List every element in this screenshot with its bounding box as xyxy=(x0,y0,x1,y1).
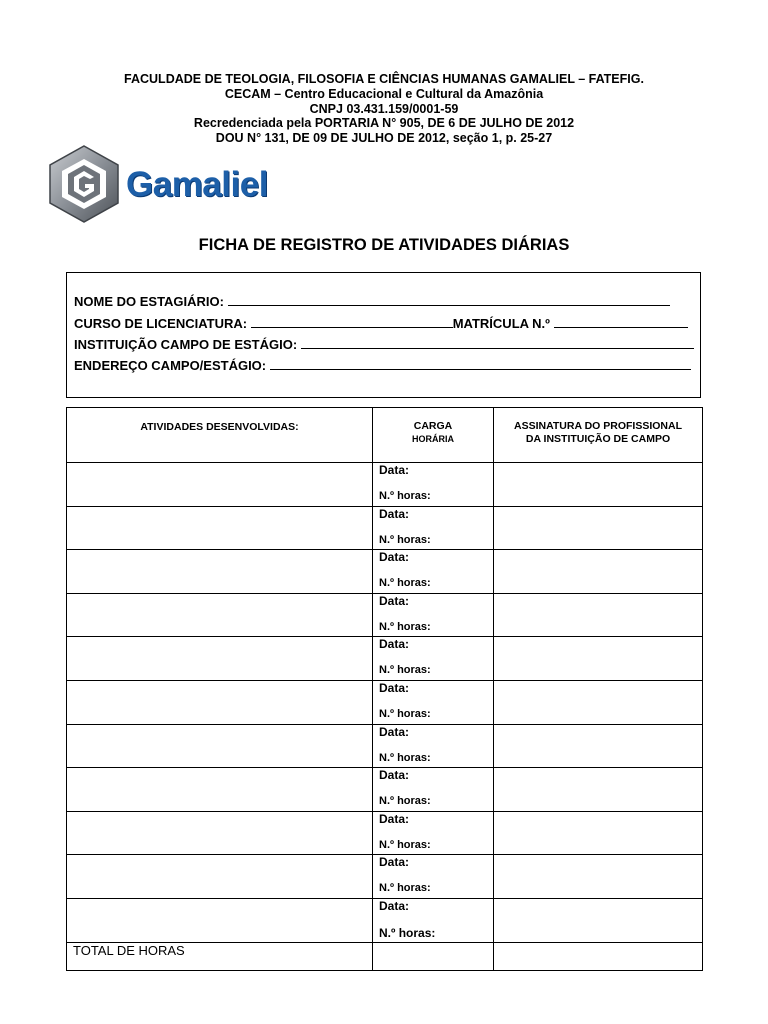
nome-row xyxy=(74,293,670,309)
carga-cell[interactable] xyxy=(373,550,494,594)
col-assinatura-header xyxy=(494,408,703,463)
table-header-row xyxy=(67,408,703,463)
gamaliel-logo xyxy=(44,144,284,224)
institution-header xyxy=(0,72,768,146)
assinatura-cell[interactable] xyxy=(494,768,703,812)
horas-label: N.º horas: xyxy=(379,795,431,808)
header-line-5: DOU N° 131, DE 09 DE JULHO DE 2012, seção 1, p. 25-27 xyxy=(215,131,553,146)
assinatura-cell[interactable] xyxy=(494,855,703,899)
matricula-field[interactable] xyxy=(554,315,688,328)
col-carga-label: CARGA xyxy=(413,420,453,432)
assinatura-cell[interactable] xyxy=(494,811,703,855)
matricula-label: MATRÍCULA N.º xyxy=(452,316,550,331)
table-row xyxy=(67,463,703,507)
total-horas-label: TOTAL DE HORAS xyxy=(67,942,373,970)
carga-cell[interactable] xyxy=(373,637,494,681)
atividade-cell[interactable] xyxy=(67,680,373,724)
header-line-3: CNPJ 03.431.159/0001-59 xyxy=(309,101,459,116)
instituicao-label: INSTITUIÇÃO CAMPO DE ESTÁGIO: xyxy=(74,337,298,352)
student-info-box xyxy=(66,272,701,398)
table-row xyxy=(67,593,703,637)
header-line-1: FACULDADE DE TEOLOGIA, FILOSOFIA E CIÊNCIAS HUMANAS GAMALIEL – FATEFIG. xyxy=(124,72,644,86)
col-atividades-header: ATIVIDADES DESENVOLVIDAS: xyxy=(67,408,373,463)
header-line-2: CECAM – Centro Educacional e Cultural da Amazônia xyxy=(224,86,544,101)
table-row xyxy=(67,811,703,855)
curso-field[interactable] xyxy=(251,315,453,328)
carga-cell[interactable] xyxy=(373,724,494,768)
carga-cell[interactable] xyxy=(373,811,494,855)
logo-wordmark: Gamaliel xyxy=(126,165,268,204)
assinatura-cell[interactable] xyxy=(494,463,703,507)
total-horas-value-cell[interactable] xyxy=(373,942,494,970)
data-label: Data: xyxy=(379,855,410,870)
data-label: Data: xyxy=(379,506,410,521)
col-carga-sublabel: HORÁRIA xyxy=(412,434,454,444)
horas-label: N.º horas: xyxy=(379,751,431,764)
endereco-field[interactable] xyxy=(270,357,691,370)
atividade-cell[interactable] xyxy=(67,724,373,768)
curso-row xyxy=(74,315,688,331)
data-label: Data: xyxy=(379,680,410,695)
gamaliel-g-hexagon-logo-icon xyxy=(44,144,124,224)
horas-label: N.º horas: xyxy=(379,925,436,940)
data-label: Data: xyxy=(379,463,410,477)
table-row xyxy=(67,637,703,681)
total-row xyxy=(67,942,703,970)
instituicao-row xyxy=(74,336,694,352)
horas-label: N.º horas: xyxy=(379,707,431,720)
nome-field[interactable] xyxy=(228,293,670,306)
horas-label: N.º horas: xyxy=(379,490,431,502)
assinatura-cell[interactable] xyxy=(494,593,703,637)
data-label: Data: xyxy=(379,811,410,826)
assinatura-cell[interactable] xyxy=(494,898,703,942)
total-assinatura-cell[interactable] xyxy=(494,942,703,970)
atividade-cell[interactable] xyxy=(67,855,373,899)
horas-label: N.º horas: xyxy=(379,838,431,851)
horas-label: N.º horas: xyxy=(379,577,431,590)
atividade-cell[interactable] xyxy=(67,506,373,550)
atividade-cell[interactable] xyxy=(67,898,373,942)
form-title: FICHA DE REGISTRO DE ATIVIDADES DIÁRIAS xyxy=(198,236,570,254)
atividade-cell[interactable] xyxy=(67,768,373,812)
activity-log-table xyxy=(66,407,703,971)
carga-cell[interactable] xyxy=(373,593,494,637)
data-label: Data: xyxy=(379,593,410,608)
nome-label: NOME DO ESTAGIÁRIO: xyxy=(74,294,224,309)
carga-cell[interactable] xyxy=(373,898,494,942)
data-label: Data: xyxy=(379,550,410,565)
col-assinatura-line1: ASSINATURA DO PROFISSIONAL xyxy=(513,420,682,432)
carga-cell[interactable] xyxy=(373,768,494,812)
horas-label: N.º horas: xyxy=(379,533,431,546)
data-label: Data: xyxy=(379,898,410,913)
assinatura-cell[interactable] xyxy=(494,637,703,681)
atividade-cell[interactable] xyxy=(67,637,373,681)
table-row xyxy=(67,724,703,768)
table-row xyxy=(67,506,703,550)
table-row xyxy=(67,768,703,812)
data-label: Data: xyxy=(379,768,410,783)
col-carga-header xyxy=(373,408,494,463)
table-row xyxy=(67,680,703,724)
assinatura-cell[interactable] xyxy=(494,680,703,724)
horas-label: N.º horas: xyxy=(379,882,431,895)
col-assinatura-line2: DA INSTITUIÇÃO DE CAMPO xyxy=(525,433,671,445)
atividade-cell[interactable] xyxy=(67,550,373,594)
table-row xyxy=(67,550,703,594)
atividade-cell[interactable] xyxy=(67,463,373,507)
assinatura-cell[interactable] xyxy=(494,724,703,768)
table-row xyxy=(67,898,703,942)
horas-label: N.º horas: xyxy=(379,664,431,677)
data-label: Data: xyxy=(379,637,410,652)
header-line-4: Recredenciada pela PORTARIA N° 905, DE 6 DE JULHO DE 2012 xyxy=(193,116,575,131)
endereco-label: ENDEREÇO CAMPO/ESTÁGIO: xyxy=(74,358,267,373)
assinatura-cell[interactable] xyxy=(494,550,703,594)
data-label: Data: xyxy=(379,724,410,739)
carga-cell[interactable] xyxy=(373,680,494,724)
horas-label: N.º horas: xyxy=(379,620,431,633)
carga-cell[interactable] xyxy=(373,463,494,507)
assinatura-cell[interactable] xyxy=(494,506,703,550)
atividade-cell[interactable] xyxy=(67,593,373,637)
table-row xyxy=(67,855,703,899)
instituicao-field[interactable] xyxy=(301,336,694,349)
carga-cell[interactable] xyxy=(373,506,494,550)
endereco-row xyxy=(74,357,691,373)
atividade-cell[interactable] xyxy=(67,811,373,855)
carga-cell[interactable] xyxy=(373,855,494,899)
curso-label: CURSO DE LICENCIATURA: xyxy=(74,316,248,331)
